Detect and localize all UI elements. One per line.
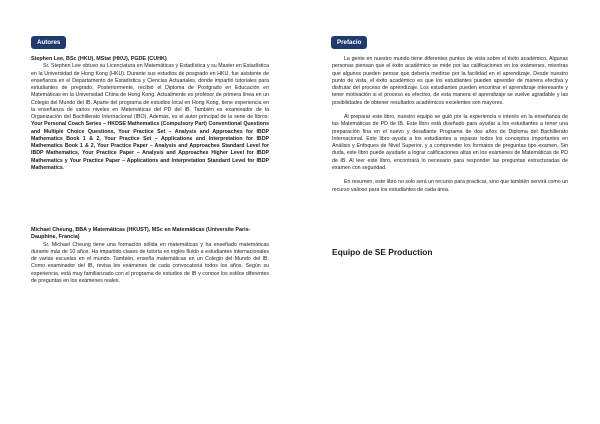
author1-block — [31, 56, 269, 172]
author1-bio-end: . — [62, 164, 65, 171]
right-page — [300, 0, 600, 424]
preface-paragraph-1: La gente en nuestro mundo tiene diferentes puntos de vista sobre el éxito académico. Algunas personas piensan que el éxito académico se mide por las calificaciones en los exámenes, mientras que algunos pueden pensar que debería medirse por la facilidad en el aprendizaje. Desde nuestro punto de vista, el éxito académico es que los estudiantes pueden aprender de manera efectiva y disfrutar del proceso de aprendizaje. Los estudiantes pueden encontrar el aprendizaje interesante y tener motivación si el proceso es efectivo, de esta manera el aprendizaje se vuelve agradable y las posibilidades de obtener resultados académicos excelentes son mayores. — [332, 56, 568, 106]
author1-name: Stephen Lee, BSc (HKU), MStat (HKU), PGDE (CUHK) — [31, 56, 167, 62]
authors-badge: Autores — [31, 36, 66, 49]
author2-name: Michael Cheung, BBA y Matemáticas (HKUST), MSc en Matemáticas (Universite Paris-Dauphine, Francia) — [31, 227, 251, 241]
preface-badge: Prefacio — [331, 36, 367, 49]
author1-book-titles: Your Personal Coach Series – HKDSE Mathematics (Compulsory Part) Conventional Questions and Multiple Choice Questions, Your Practice Set – Analysis and Approaches for IBDP Mathematics Book 1 & 2, Your Practice Set – Applications and Interpretation for IBDP Mathematics Book 1 & 2, Your Practice Paper – Analysis and Approaches Standard Level for IBDP Mathematics, Your Practice Paper – Analysis and Approaches Higher Level for IBDP Mathematics y Your Practice Paper – Applications and Interpretation Standard Level for IBDP Mathematics — [31, 121, 269, 171]
preface-paragraph-3: En resumen, este libro no solo será un recurso para practicar, sino que también servirá como un recurso valioso para los estudiantes de cada área. — [332, 179, 568, 193]
author2-bio: Sr. Michael Cheung tiene una formación sólida en matemáticas y ha enseñado matemáticas durante más de 10 años. Ha impartido clases de tutoría en inglés fluido a estudiantes internacionales de varias escuelas en el mundo. También, enseña matemáticas en un Colegio del Mundo del IB. Como examinador del IB, revisa los exámenes de cada convocatoria todos los años. Según su experiencia, está muy familiarizado con el programa de estudios de IB y conoce los estilos diferentes de preguntas en los exámenes reales. — [31, 241, 269, 284]
team-heading: Equipo de SE Production — [332, 247, 433, 257]
preface-paragraph-2: Al preparar este libro, nuestro equipo se guió por la experiencia e interés en la enseñanza de las Matemáticas de PD de IB. Este libro está diseñado para ayudar a los estudiantes a tener una preparación fina en el nuevo y desafiante Programa de dos años de Diploma del Bachillerato Internacional. Este libro ayuda a los estudiantes a repasar todos los conceptos importantes en Análisis y Enfoques de Nivel Superior, y a comprender los formatos de preguntas tipo examen. Sin duda, este libro puede ayudarle a lograr calificaciones altas en los exámenes de Matemáticas de PD de IB. Al leer este libro, encontrará lo necesario para responder las preguntas estructuradas de examen con seguridad. — [332, 114, 568, 171]
author1-bio — [31, 63, 269, 172]
author1-bio-text: Sr. Stephen Lee obtuvo su Licenciatura en Matemáticas y Estadística y su Master en Estadística en la Universidad de Hong Kong (HKU). Durante sus estudios de posgrado en HKU, fue asistente de enseñanza en el Departamento de Estadística y Ciencias Actuariales, donde impartió tutoriales para estudiantes de pregrado. Posteriormente, recibió el Diploma de Postgrado en Educación en Matemáticas en la Universidad China de Hong Kong. Actualmente es profesor de primera línea en un Colegio del Mundo del IB. Aparte del programa de estudios local en Hong Kong, tiene experiencia en la enseñanza de varios niveles en Matemáticas del PD del IB. También es examinador de la Organización del Bachillerato Internacional (IBO). Además, es el autor principal de la serie de libros: — [31, 63, 269, 120]
preface-body — [332, 56, 568, 194]
author2-block — [31, 227, 269, 285]
